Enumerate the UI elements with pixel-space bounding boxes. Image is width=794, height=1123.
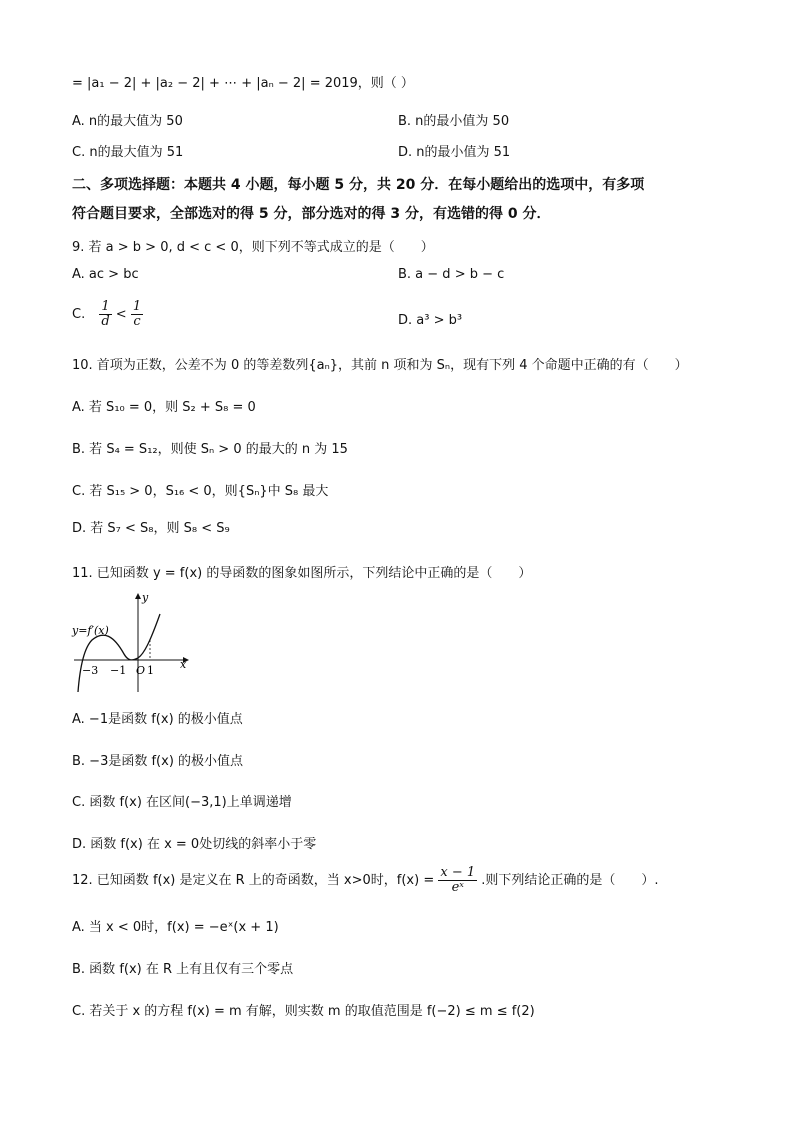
q11-option-d: D. 函数 f(x) 在 x = 0处切线的斜率小于零 [72, 837, 317, 852]
q8-option-d: D. n的最小值为 51 [398, 145, 511, 160]
q11-option-a: A. −1是函数 f(x) 的极小值点 [72, 712, 243, 727]
q11-derivative-graph [70, 588, 200, 696]
q12-function-fraction [438, 866, 477, 895]
q12-stem [72, 866, 659, 895]
q10-option-b: B. 若 S₄ = S₁₂，则使 Sₙ > 0 的最大的 n 为 15 [72, 442, 348, 457]
q8-option-a: A. n的最大值为 50 [72, 114, 183, 129]
fraction-numerator: 1 [132, 299, 142, 314]
tick-label-neg3: −3 [82, 664, 99, 677]
x-axis-label: x [180, 658, 187, 671]
q9-option-c [72, 300, 143, 329]
q12-option-c: C. 若关于 x 的方程 f(x) = m 有解，则实数 m 的取值范围是 f(−2) ≤ m ≤ f(2) [72, 1004, 535, 1019]
q9-option-b: B. a − d > b − c [398, 267, 505, 282]
q12-option-a: A. 当 x < 0时，f(x) = −eˣ(x + 1) [72, 920, 279, 935]
q8-option-c: C. n的最大值为 51 [72, 145, 184, 160]
y-axis-label: y [142, 591, 149, 604]
fraction-denominator: eˣ [451, 880, 464, 895]
q9-option-a: A. ac > bc [72, 267, 139, 282]
q8-condition-line: = |a₁ − 2| + |a₂ − 2| + ⋯ + |aₙ − 2| = 2019，则（ ） [72, 76, 414, 91]
q9-option-c-left-fraction [99, 300, 111, 329]
origin-label: O [136, 664, 146, 677]
q11-option-c: C. 函数 f(x) 在区间(−3,1)上单调递增 [72, 795, 292, 810]
tick-label-1: 1 [147, 664, 154, 677]
q10-option-c: C. 若 S₁₅ > 0，S₁₆ < 0，则{Sₙ}中 S₈ 最大 [72, 484, 329, 499]
q9-option-d: D. a³ > b³ [398, 313, 463, 328]
q10-stem: 10. 首项为正数，公差不为 0 的等差数列{aₙ}，其前 n 项和为 Sₙ，现有下列 4 个命题中正确的有（ ） [72, 358, 688, 373]
fraction-denominator: c [133, 314, 141, 329]
fraction-denominator: d [101, 314, 110, 329]
q9-option-c-right-fraction [131, 300, 143, 329]
q8-option-b: B. n的最小值为 50 [398, 114, 510, 129]
section2-heading-line2: 符合题目要求，全部选对的得 5 分，部分选对的得 3 分，有选错的得 0 分． [72, 206, 551, 222]
tick-label-neg1: −1 [110, 664, 127, 677]
q10-option-d: D. 若 S₇ < S₈，则 S₈ < S₉ [72, 521, 230, 536]
q12-option-b: B. 函数 f(x) 在 R 上有且仅有三个零点 [72, 962, 294, 977]
fraction-numerator: 1 [101, 299, 110, 314]
curve-label: y=f′(x) [72, 624, 109, 637]
q11-stem: 11. 已知函数 y = f(x) 的导函数的图象如图所示，下列结论中正确的是（ ） [72, 566, 532, 581]
q12-stem-suffix: .则下列结论正确的是（ ）. [481, 873, 659, 888]
q9-option-c-label: C. [72, 307, 86, 322]
section2-heading-line1: 二、多项选择题：本题共 4 小题，每小题 5 分，共 20 分．在每小题给出的选项中，有多项 [72, 177, 645, 193]
q9-stem: 9. 若 a > b > 0, d < c < 0，则下列不等式成立的是（ ） [72, 240, 434, 255]
less-than-sign: < [115, 307, 127, 322]
q12-stem-prefix: 12. 已知函数 f(x) 是定义在 R 上的奇函数，当 x>0时，f(x) = [72, 873, 435, 888]
fraction-numerator: x − 1 [440, 865, 476, 880]
q10-option-a: A. 若 S₁₀ = 0，则 S₂ + S₈ = 0 [72, 400, 256, 415]
q11-option-b: B. −3是函数 f(x) 的极小值点 [72, 754, 244, 769]
